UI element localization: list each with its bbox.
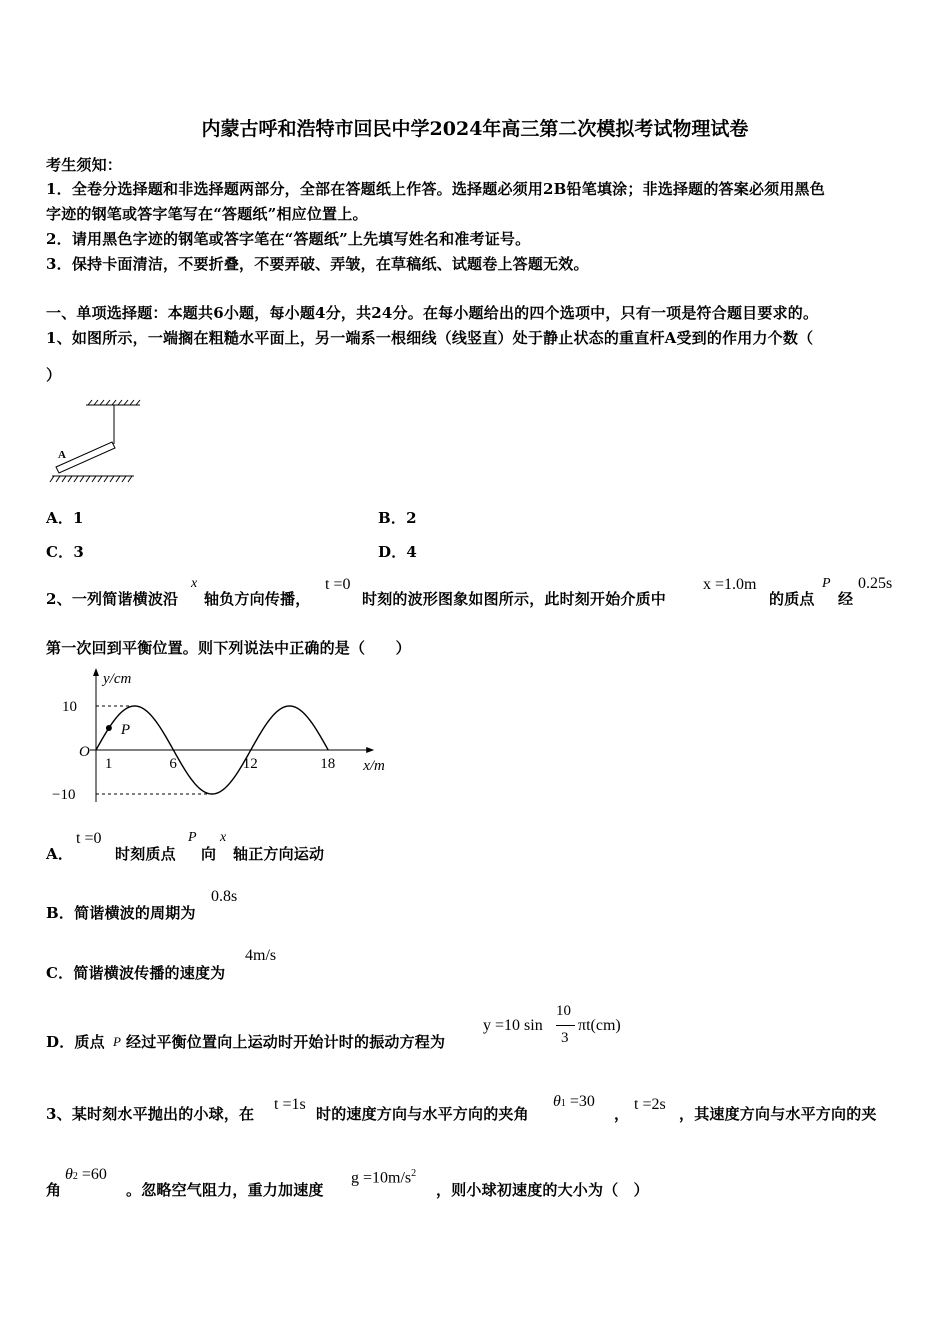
math-t0: t =0 — [325, 576, 351, 593]
question-3-stem: 时的速度方向与水平方向的夹角 — [316, 1105, 529, 1123]
option-a[interactable]: A． — [46, 845, 74, 863]
theta-symbol: θ — [65, 1166, 73, 1183]
math-P: P — [188, 830, 197, 845]
math-fraction-num: 10 — [556, 1003, 571, 1019]
math-x1: x =1.0m — [703, 576, 757, 593]
math-theta2 — [65, 1166, 107, 1184]
option-c[interactable]: C．3 — [46, 543, 84, 561]
math-t0: t =0 — [76, 830, 102, 847]
option-a-text: 时刻质点 — [115, 845, 176, 863]
notice-item: 2．请用黑色字迹的钢笔或答字笔在“答题纸”上先填写姓名和准考证号。 — [46, 230, 531, 248]
theta-symbol: θ — [553, 1093, 561, 1110]
option-d[interactable]: D．4 — [378, 543, 418, 561]
math-time: 0.25s — [858, 575, 893, 592]
math-fraction-den: 3 — [561, 1030, 569, 1046]
y-tick-label: 10 — [62, 699, 77, 715]
question-3-stem: ，则小球初速度的大小为（ ） — [436, 1181, 649, 1199]
wave-chart — [40, 664, 420, 814]
point-p-label: P — [120, 722, 131, 738]
question-2-stem: 2、一列简谐横波沿 — [46, 590, 179, 608]
math-x: x — [191, 576, 198, 591]
math-P: P — [113, 1034, 121, 1049]
question-3-stem: 角 — [46, 1181, 62, 1199]
gravity-exponent: 2 — [411, 1168, 417, 1179]
section-heading: 一、单项选择题：本题共6小题，每小题4分，共24分。在每小题给出的四个选项中，只有一项是符合题目要求的。 — [46, 304, 819, 322]
theta-subscript: 2 — [72, 1171, 78, 1182]
notice-item: 3．保持卡面清洁，不要折叠，不要弄破、弄皱，在草稿纸、试题卷上答题无效。 — [46, 255, 589, 273]
y-axis-label: y/cm — [103, 671, 132, 687]
math-P: P — [822, 576, 831, 591]
question-2-stem-line2: 第一次回到平衡位置。则下列说法中正确的是（ ） — [46, 639, 411, 657]
option-d[interactable]: D．质点 — [46, 1033, 105, 1051]
math-t2: t =2s — [634, 1096, 666, 1113]
math-speed: 4m/s — [245, 947, 277, 964]
question-2-stem: 的质点 — [769, 590, 815, 608]
question-3-stem: ，其速度方向与水平方向的夹 — [679, 1105, 877, 1123]
notice-item: 1．全卷分选择题和非选择题两部分，全部在答题纸上作答。选择题必须用2B铅笔填涂；非选择题的答案必须用黑色 — [46, 180, 825, 198]
theta-value: =30 — [565, 1093, 595, 1110]
math-period: 0.8s — [211, 888, 238, 905]
math-theta1 — [553, 1093, 595, 1111]
x-axis-arrow — [366, 747, 374, 753]
question-3-stem: 3、某时刻水平抛出的小球，在 — [46, 1105, 255, 1123]
x-tick-label: 6 — [169, 756, 177, 772]
question-1-stem-end: ） — [46, 366, 62, 384]
fraction-bar — [556, 1025, 575, 1026]
y-tick-label: −10 — [52, 787, 76, 803]
question-1-stem: 1、如图所示，一端搁在粗糙水平面上，另一端系一根细线（线竖直）处于静止状态的重直杆A受到的作用力个数（ — [46, 329, 814, 347]
math-t1: t =1s — [274, 1096, 306, 1113]
option-a-text: 轴正方向运动 — [233, 845, 325, 863]
notice-heading: 考生须知： — [46, 156, 123, 174]
x-tick-label: 18 — [320, 756, 336, 772]
option-c[interactable]: C．简谐横波传播的速度为 — [46, 964, 226, 982]
theta-subscript: 1 — [560, 1098, 566, 1109]
math-equation-tail: πt(cm) — [578, 1017, 621, 1034]
math-equation: y =10 sin — [483, 1017, 543, 1034]
rod-figure — [48, 398, 148, 488]
gravity-expr: g =10m/s — [351, 1169, 412, 1187]
option-b[interactable]: B．简谐横波的周期为 — [46, 904, 196, 922]
origin-label: O — [79, 744, 90, 760]
math-gravity — [351, 1168, 416, 1187]
theta-value: =60 — [77, 1166, 107, 1183]
x-axis-label: x/m — [363, 758, 385, 774]
option-a-text: 向 — [201, 845, 217, 863]
question-2-stem: 时刻的波形图象如图所示，此时刻开始介质中 — [362, 590, 667, 608]
rod-label: A — [58, 449, 66, 461]
point-p — [106, 725, 112, 731]
question-3-stem: 。忽略空气阻力，重力加速度 — [126, 1181, 324, 1199]
question-2-stem: 经 — [838, 590, 854, 608]
question-3-stem: ， — [614, 1105, 630, 1123]
option-d-text: 经过平衡位置向上运动时开始计时的振动方程为 — [126, 1033, 446, 1051]
x-tick-label: 1 — [104, 756, 113, 772]
page-title: 内蒙古呼和浩特市回民中学2024年高三第二次模拟考试物理试卷 — [201, 118, 749, 140]
y-axis-arrow — [93, 668, 99, 676]
option-b[interactable]: B．2 — [378, 509, 417, 527]
x-tick-label: 12 — [242, 756, 258, 772]
option-a[interactable]: A．1 — [46, 509, 84, 527]
question-2-stem: 轴负方向传播， — [204, 590, 311, 608]
notice-item: 字迹的钢笔或答字笔写在“答题纸”相应位置上。 — [46, 205, 368, 223]
math-x: x — [220, 830, 227, 845]
